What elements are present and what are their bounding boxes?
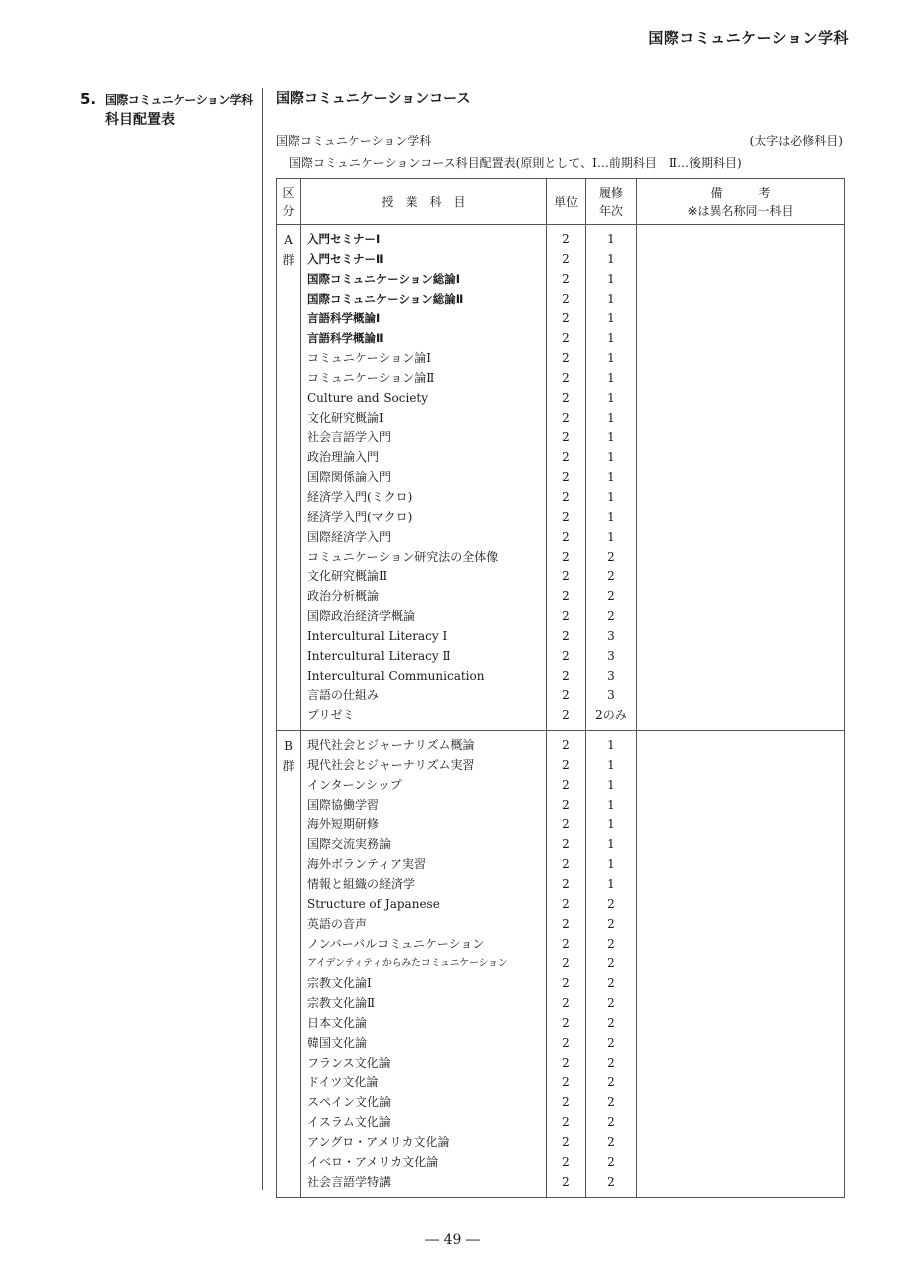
header-category-2: 分 <box>282 203 295 218</box>
year-cell: 2 <box>607 549 615 564</box>
year-cell: 1 <box>607 797 615 812</box>
subject-cell: 経済学入門(マクロ) <box>307 509 413 524</box>
department-name: 国際コミュニケーション学科 <box>276 134 432 148</box>
year-cell: 1 <box>607 370 615 385</box>
group-label-2: 群 <box>282 253 295 267</box>
credits-cell: 2 <box>562 1015 570 1030</box>
subject-cell: 宗教文化論Ⅱ <box>307 996 376 1011</box>
year-cell: 3 <box>607 648 615 663</box>
year-list <box>586 731 636 1196</box>
subject-cell: インターンシップ <box>307 777 402 792</box>
subject-cell: 言語の仕組み <box>307 688 380 703</box>
subject-cell: 社会言語学特講 <box>307 1174 392 1189</box>
credits-cell: 2 <box>562 896 570 911</box>
group-row <box>277 225 845 731</box>
credits-cell: 2 <box>562 430 570 445</box>
subject-cell: ドイツ文化論 <box>307 1075 379 1090</box>
credits-cell: 2 <box>562 797 570 812</box>
credits-cell: 2 <box>562 410 570 425</box>
subject-cell: 現代社会とジャーナリズム実習 <box>307 757 475 772</box>
credits-cell: 2 <box>562 837 570 852</box>
subject-cell: 韓国文化論 <box>307 1035 368 1050</box>
credits-cell: 2 <box>562 1075 570 1090</box>
credits-cell: 2 <box>562 857 570 872</box>
subject-cell: 国際関係論入門 <box>307 470 392 485</box>
year-cell: 2 <box>607 609 615 624</box>
header-year <box>586 179 637 225</box>
credits-cell: 2 <box>562 817 570 832</box>
credits-cell: 2 <box>562 757 570 772</box>
year-cell: 2 <box>607 1035 615 1050</box>
credits-cell: 2 <box>562 1055 570 1070</box>
credits-cell: 2 <box>562 370 570 385</box>
year-cell: 1 <box>607 331 615 346</box>
year-cell: 1 <box>607 489 615 504</box>
year-cell: 1 <box>607 757 615 772</box>
credits-cell: 2 <box>562 450 570 465</box>
header-year-2: 年次 <box>598 203 623 218</box>
subject-column <box>301 225 547 731</box>
subject-list <box>301 731 546 1196</box>
subject-cell: Intercultural Literacy Ⅰ <box>307 628 448 643</box>
year-cell: 1 <box>607 390 615 405</box>
table-caption: 国際コミュニケーションコース科目配置表(原則として、Ⅰ…前期科目 Ⅱ…後期科目) <box>289 156 742 170</box>
year-cell: 1 <box>607 232 615 246</box>
header-remarks <box>637 179 845 225</box>
credits-cell: 2 <box>562 1134 570 1149</box>
year-cell: 2 <box>607 896 615 911</box>
credits-cell: 2 <box>562 688 570 703</box>
credits-cell: 2 <box>562 569 570 584</box>
subject-cell: プリゼミ <box>307 708 355 723</box>
subject-cell: 入門セミナーⅡ <box>307 251 384 266</box>
subject-list <box>301 225 546 730</box>
credits-cell: 2 <box>562 509 570 524</box>
year-cell: 3 <box>607 628 615 643</box>
year-cell: 1 <box>607 509 615 524</box>
year-cell: 1 <box>607 271 615 286</box>
subject-cell: コミュニケーション論Ⅱ <box>307 370 435 385</box>
group-label <box>277 225 301 731</box>
subject-cell: 現代社会とジャーナリズム概論 <box>307 738 475 753</box>
credits-cell: 2 <box>562 708 570 723</box>
year-cell: 1 <box>607 877 615 891</box>
year-cell: 2 <box>607 1154 615 1169</box>
year-cell: 2 <box>607 916 615 931</box>
credits-cell: 2 <box>562 916 570 931</box>
vertical-divider <box>262 88 263 1190</box>
subject-cell: 国際交流実務論 <box>307 837 392 852</box>
header-category-1: 区 <box>282 185 295 200</box>
subject-cell: 社会言語学入門 <box>307 430 392 445</box>
year-cell: 3 <box>607 668 615 683</box>
credits-list <box>547 731 585 1196</box>
subject-cell: ノンバーバルコミュニケーション <box>307 936 485 951</box>
header-credits: 単位 <box>547 179 586 225</box>
page-number: ― 49 ― <box>425 1232 480 1248</box>
credits-cell: 2 <box>562 668 570 683</box>
subject-cell: Culture and Society <box>307 390 429 405</box>
year-cell: 2 <box>607 1174 615 1189</box>
year-cell: 1 <box>607 738 615 753</box>
year-cell: 1 <box>607 410 615 425</box>
subject-cell: 海外短期研修 <box>307 817 380 832</box>
subject-cell: コミュニケーション論Ⅰ <box>307 351 432 366</box>
credits-cell: 2 <box>562 628 570 643</box>
year-cell: 2 <box>607 589 615 604</box>
credits-cell: 2 <box>562 311 570 326</box>
year-cell: 2 <box>607 1015 615 1030</box>
credits-cell: 2 <box>562 291 570 306</box>
subject-cell: アングロ・アメリカ文化論 <box>307 1134 450 1149</box>
credits-cell: 2 <box>562 1035 570 1050</box>
subject-cell: フランス文化論 <box>307 1055 391 1070</box>
credits-list <box>547 225 585 730</box>
subject-cell: 海外ボランティア実習 <box>307 857 427 872</box>
section-number: 5. <box>80 90 97 108</box>
year-cell: 1 <box>607 311 615 326</box>
curriculum-table <box>276 178 845 1198</box>
subject-cell: 日本文化論 <box>307 1015 368 1030</box>
section-title-line1: 国際コミュニケーション学科 <box>105 93 253 107</box>
subject-cell: 国際協働学習 <box>307 797 380 812</box>
bold-required-note: (太字は必修科目) <box>749 134 843 148</box>
credits-cell: 2 <box>562 232 570 246</box>
subject-cell: 宗教文化論Ⅰ <box>307 976 372 991</box>
subject-cell: 英語の音声 <box>307 916 368 931</box>
year-cell: 1 <box>607 430 615 445</box>
year-column <box>586 731 637 1197</box>
credits-cell: 2 <box>562 390 570 405</box>
credits-cell: 2 <box>562 1154 570 1169</box>
year-cell: 1 <box>607 291 615 306</box>
subject-cell: 情報と組織の経済学 <box>307 877 416 891</box>
year-cell: 1 <box>607 251 615 266</box>
year-cell: 1 <box>607 470 615 485</box>
credits-cell: 2 <box>562 529 570 544</box>
subject-cell: Intercultural Literacy Ⅱ <box>307 648 451 663</box>
credits-cell: 2 <box>562 777 570 792</box>
year-list <box>586 225 636 730</box>
year-cell: 2 <box>607 956 615 971</box>
header-year-1: 履修 <box>598 185 623 200</box>
group-section <box>277 731 845 1197</box>
year-cell: 1 <box>607 777 615 792</box>
subject-cell: イスラム文化論 <box>307 1115 391 1130</box>
credits-cell: 2 <box>562 489 570 504</box>
header-remarks-1: 備 考 <box>710 185 771 200</box>
group-row <box>277 731 845 1197</box>
section-title-line2: 科目配置表 <box>105 112 175 128</box>
credits-cell: 2 <box>562 271 570 286</box>
year-cell: 1 <box>607 351 615 366</box>
credits-column <box>547 731 586 1197</box>
credits-cell: 2 <box>562 470 570 485</box>
year-cell: 2 <box>607 569 615 584</box>
year-cell: 1 <box>607 450 615 465</box>
credits-cell: 2 <box>562 1095 570 1110</box>
year-cell: 2 <box>607 1134 615 1149</box>
group-section <box>277 225 845 731</box>
subject-cell: 政治理論入門 <box>307 450 380 465</box>
subject-cell: スペイン文化論 <box>307 1095 392 1110</box>
subject-cell: 言語科学概論Ⅱ <box>307 331 384 346</box>
year-cell: 2 <box>607 976 615 991</box>
header-remarks-2: ※は異名称同一科目 <box>687 203 794 218</box>
credits-column <box>547 225 586 731</box>
credits-cell: 2 <box>562 956 570 971</box>
year-cell: 2のみ <box>595 708 627 723</box>
subject-cell: コミュニケーション研究法の全体像 <box>307 549 499 564</box>
table-header-row <box>277 179 845 225</box>
credits-cell: 2 <box>562 877 570 891</box>
year-cell: 2 <box>607 936 615 951</box>
subject-cell: アイデンティティからみたコミュニケーション <box>307 958 508 970</box>
running-header-department: 国際コミュニケーション学科 <box>648 29 849 47</box>
subject-cell: 国際コミュニケーション総論Ⅱ <box>307 291 464 306</box>
credits-cell: 2 <box>562 589 570 604</box>
subject-cell: Intercultural Communication <box>307 668 485 683</box>
credits-cell: 2 <box>562 936 570 951</box>
year-cell: 2 <box>607 1055 615 1070</box>
remarks-column <box>637 225 845 731</box>
credits-cell: 2 <box>562 1174 570 1189</box>
section-title <box>105 90 255 130</box>
group-label <box>277 731 301 1197</box>
year-cell: 1 <box>607 817 615 832</box>
year-cell: 2 <box>607 1095 615 1110</box>
group-label-2: 群 <box>282 759 295 774</box>
subject-column <box>301 731 547 1197</box>
year-cell: 2 <box>607 1075 615 1090</box>
group-label-1: A <box>284 233 293 247</box>
credits-cell: 2 <box>562 738 570 753</box>
credits-cell: 2 <box>562 251 570 266</box>
header-category <box>277 179 301 225</box>
subject-cell: 経済学入門(ミクロ) <box>307 489 413 504</box>
course-heading: 国際コミュニケーションコース <box>276 91 471 107</box>
year-cell: 2 <box>607 996 615 1011</box>
header-subject: 授 業 科 目 <box>301 179 547 225</box>
subject-cell: 入門セミナーⅠ <box>307 232 381 246</box>
credits-cell: 2 <box>562 609 570 624</box>
credits-cell: 2 <box>562 648 570 663</box>
year-column <box>586 225 637 731</box>
credits-cell: 2 <box>562 351 570 366</box>
subject-cell: 文化研究概論Ⅱ <box>307 569 388 584</box>
credits-cell: 2 <box>562 549 570 564</box>
subject-cell: Structure of Japanese <box>307 896 440 911</box>
subject-cell: 国際経済学入門 <box>307 529 392 544</box>
year-cell: 1 <box>607 857 615 872</box>
subject-cell: イベロ・アメリカ文化論 <box>307 1154 439 1169</box>
credits-cell: 2 <box>562 996 570 1011</box>
subject-cell: 文化研究概論Ⅰ <box>307 410 384 425</box>
year-cell: 3 <box>607 688 615 703</box>
remarks-column <box>637 731 845 1197</box>
credits-cell: 2 <box>562 1115 570 1130</box>
year-cell: 1 <box>607 529 615 544</box>
year-cell: 2 <box>607 1115 615 1130</box>
subject-cell: 国際コミュニケーション総論Ⅰ <box>307 271 461 286</box>
subject-cell: 政治分析概論 <box>307 589 380 604</box>
subject-cell: 言語科学概論Ⅰ <box>307 311 381 326</box>
credits-cell: 2 <box>562 976 570 991</box>
credits-cell: 2 <box>562 331 570 346</box>
subject-cell: 国際政治経済学概論 <box>307 609 416 624</box>
group-label-1: B <box>284 739 293 754</box>
year-cell: 1 <box>607 837 615 852</box>
